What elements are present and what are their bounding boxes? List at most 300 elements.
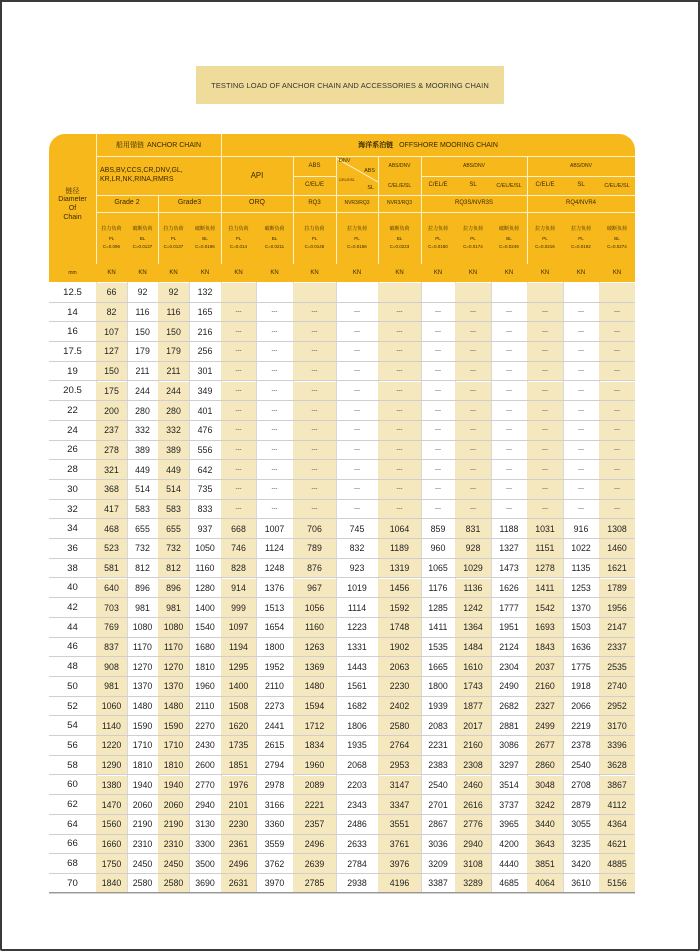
unit-cell: KN [169,270,178,276]
sl-b-header: SL [469,182,477,189]
load-value-cell: 2160 [527,677,563,696]
diameter-cell: 40 [67,582,78,594]
load-value-cell: 2540 [571,760,591,771]
load-value-cell: 1480 [293,677,336,696]
load-value-cell: --- [599,480,635,499]
cel-header: C/EL/E [304,182,324,189]
load-type-cn: 拉力负荷 [570,226,591,233]
unit-cell: KN [234,270,243,276]
load-value-cell: --- [599,421,635,440]
table-row [49,401,635,421]
load-value-cell: 165 [197,307,213,318]
rq3s-header: RQ3S/NVR3S [454,199,493,206]
load-value-cell: --- [527,303,563,322]
load-value-cell: --- [578,348,584,355]
load-value-cell [221,283,256,302]
load-value-cell: 1636 [571,641,591,652]
load-value-cell: 1940 [132,779,153,790]
table-row [49,342,635,362]
load-value-cell: 1682 [347,701,367,712]
cels-c-header: C/EL/E/SL [604,182,630,189]
load-value-cell: 2441 [264,720,285,731]
table-row [49,500,635,520]
load-value-cell: 2496 [293,835,336,854]
load-value-cell: 179 [135,346,150,357]
table-row [49,716,635,736]
load-value-cell: --- [506,446,512,453]
load-value-cell: 449 [158,460,189,479]
load-value-cell: 2310 [132,838,153,849]
load-value-cell: 2860 [527,756,563,775]
diameter-cell: 20.5 [63,385,82,397]
load-type-code: BL [202,235,208,241]
unit-cell: mm [68,270,77,276]
load-value-cell: 1064 [378,519,421,538]
load-value-cell: --- [527,460,563,479]
load-value-cell: 2147 [599,618,635,637]
rq4-header: RQ4/NVR4 [565,199,596,206]
load-value-cell: 3514 [499,779,519,790]
load-value-cell: 280 [158,401,189,420]
load-value-cell: --- [221,362,256,381]
dnv-label: DNV [339,158,351,164]
load-value-cell: 3108 [455,854,491,873]
load-value-cell: --- [354,407,360,414]
load-coefficient: C=0.0274 [607,244,627,250]
load-value-cell: 876 [293,559,336,578]
load-value-cell: --- [435,466,441,473]
load-value-cell: 332 [158,421,189,440]
load-value-cell: --- [271,328,278,335]
load-value-cell: --- [455,362,491,381]
load-value-cell: 1952 [264,661,285,672]
load-value-cell: 4440 [499,858,519,869]
load-value-cell: 2083 [428,720,448,731]
load-value-cell: 3166 [264,799,285,810]
absdnv-b-header: ABS/DNV [463,163,485,170]
table-row [49,657,635,677]
load-value-cell [491,283,527,302]
load-value-cell: 2402 [378,697,421,716]
load-value-cell: 1194 [221,638,256,657]
load-value-cell: 812 [158,559,189,578]
load-value-cell: 1748 [378,618,421,637]
load-value-cell: --- [293,401,336,420]
table-row [49,874,635,894]
load-value-cell: --- [293,421,336,440]
load-value-cell: --- [435,387,441,394]
load-value-cell: 1743 [455,677,491,696]
load-value-cell: 4200 [499,838,519,849]
diameter-cell: 52 [67,700,78,712]
load-value-cell: 3387 [428,878,448,889]
load-value-cell: --- [527,421,563,440]
load-value-cell: 1124 [265,543,284,554]
load-value-cell: 706 [293,519,336,538]
load-value-cell: --- [271,466,278,473]
diameter-cell: 42 [67,602,78,614]
load-value-cell: 1918 [571,681,591,692]
load-value-cell: --- [354,466,360,473]
load-value-cell: 2110 [265,681,284,692]
load-type-cn: 拉力负荷 [304,226,325,233]
load-value-cell: 2310 [158,835,189,854]
load-value-cell: --- [435,427,441,434]
load-type-code: BL [139,235,146,241]
load-value-cell: 1621 [599,559,635,578]
load-value-cell: 1940 [158,776,189,795]
load-value-cell: 1170 [133,641,152,652]
load-value-cell: 2378 [571,740,591,751]
load-value-cell: 640 [96,579,127,598]
load-value-cell: 3440 [527,815,563,834]
load-value-cell: 3965 [499,819,519,830]
load-value-cell: --- [221,500,256,519]
load-descriptor-cell [158,213,189,263]
load-value-cell: --- [455,421,491,440]
load-value-cell: 2160 [455,736,491,755]
load-value-cell: 2017 [455,716,491,735]
anchor-chain-cn: 船用锚链 [115,141,144,149]
load-value-cell: 150 [135,326,150,337]
load-value-cell: --- [293,342,336,361]
load-type-code: PL [354,235,360,241]
load-value-cell: 1592 [378,598,421,617]
load-value-cell: 916 [573,523,589,534]
unit-cell: KN [138,270,147,276]
load-value-cell: --- [578,407,584,414]
load-value-cell: --- [506,348,512,355]
load-value-cell: 116 [158,303,189,322]
load-value-cell: 1480 [158,697,189,716]
load-value-cell: 1810 [132,760,153,771]
load-value-cell: 1460 [599,539,635,558]
load-value-cell: 3851 [527,854,563,873]
load-value-cell: 1370 [158,677,189,696]
load-value-cell: 2784 [347,858,367,869]
load-value-cell: --- [506,309,512,316]
load-value-cell: 1022 [571,543,591,554]
load-value-cell: 967 [293,579,336,598]
load-value-cell: --- [455,382,491,401]
load-value-cell: 908 [96,657,127,676]
load-value-cell: 92 [137,287,148,298]
load-value-cell: 1248 [264,563,285,574]
load-value-cell: 4364 [599,815,635,834]
load-value-cell: --- [378,460,421,479]
load-value-cell: 3559 [264,838,285,849]
load-type-code: BL [506,235,512,241]
table-row [49,677,635,697]
cel-c-header: C/EL/E [535,182,555,189]
load-value-cell [599,283,635,302]
table-row [49,539,635,559]
load-value-cell: --- [378,303,421,322]
load-value-cell: --- [527,362,563,381]
load-value-cell: --- [293,500,336,519]
load-value-cell: 82 [96,303,127,322]
unit-cell: KN [352,270,362,276]
load-value-cell: 1810 [195,661,215,672]
diameter-cell: 12.5 [63,286,82,298]
load-value-cell: --- [435,407,441,414]
diameter-cell: 22 [67,405,78,417]
unit-cell: KN [504,270,514,276]
load-value-cell: 523 [96,539,127,558]
load-value-cell: 2273 [264,701,285,712]
load-value-cell: 107 [96,322,127,341]
load-value-cell: 1331 [347,641,367,652]
load-value-cell: 3235 [571,838,591,849]
load-value-cell: 2219 [571,720,591,731]
load-value-cell: --- [455,342,491,361]
load-descriptor-cell [491,213,527,263]
table-row [49,815,635,835]
load-value-cell: 132 [197,287,213,298]
load-value-cell: 1370 [571,602,591,613]
diameter-header [49,180,96,230]
load-descriptor-cell [563,213,599,263]
load-descriptor-cell [527,213,563,263]
load-value-cell: 1364 [455,618,491,637]
load-type-cn: 拉力负荷 [346,226,367,233]
unit-cell: KN [395,270,404,276]
load-value-cell: 2540 [428,779,448,790]
page-title: TESTING LOAD OF ANCHOR CHAIN AND ACCESSORIES & MOORING CHAIN [196,66,504,104]
load-value-cell: 1308 [599,519,635,538]
load-coefficient: C=0.0196 [195,244,215,250]
load-value-cell: 3610 [571,878,591,889]
load-value-cell: 937 [197,523,213,534]
load-type-cn: 拉力负荷 [101,226,122,233]
load-type-code: BL [271,235,278,241]
load-value-cell: 332 [135,425,150,436]
table-bottom-border [49,892,635,893]
load-value-cell: 735 [197,484,213,495]
load-value-cell: 1007 [264,523,285,534]
table-row [49,441,635,461]
diameter-cell: 34 [67,523,78,535]
load-value-cell: 2496 [221,854,256,873]
load-value-cell: 896 [135,582,150,593]
load-value-cell: 1060 [96,697,127,716]
load-value-cell [563,283,599,302]
load-value-cell: 1513 [264,602,285,613]
load-value-cell: 1280 [195,582,215,593]
nvr3rq3-b-header: NVR3/RQ3 [386,200,412,207]
load-value-cell: --- [527,342,563,361]
load-value-cell: --- [378,500,421,519]
load-value-cell [378,283,421,302]
api-header: API [250,171,264,181]
load-value-cell: 2230 [221,815,256,834]
load-value-cell: --- [527,441,563,460]
load-value-cell: --- [435,486,441,493]
diameter-cell: 70 [67,877,78,889]
load-value-cell: 200 [96,401,127,420]
load-value-cell [293,283,336,302]
load-value-cell: --- [455,322,491,341]
cels-small-label: C/EL/E/SL [339,178,355,182]
load-type-code: PL [542,235,548,241]
diameter-cell: 17.5 [63,345,82,357]
load-value-cell: 3170 [599,716,635,735]
load-type-cn: 破断负荷 [606,226,627,233]
load-value-cell: --- [293,460,336,479]
load-type-code: PL [578,235,584,241]
load-value-cell: --- [354,309,360,316]
load-value-cell: 2068 [347,760,367,771]
load-value-cell: --- [435,446,441,453]
load-value-cell: 1380 [96,776,127,795]
load-value-cell: --- [506,407,512,414]
load-value-cell: --- [354,427,360,434]
load-value-cell: 1029 [455,559,491,578]
load-value-cell: 2616 [455,795,491,814]
load-value-cell: 3297 [499,760,519,771]
load-descriptor-cell [378,213,421,263]
load-value-cell: 583 [135,504,150,515]
load-value-cell: 2770 [195,779,215,790]
load-value-cell: 2383 [428,760,448,771]
load-value-cell: 3737 [499,799,519,810]
load-value-cell: 150 [96,362,127,381]
diameter-cell: 64 [67,818,78,830]
anchor-chain-en: ANCHOR CHAIN [146,141,202,149]
load-value-cell: 468 [96,519,127,538]
load-value-cell: 1019 [347,582,367,593]
load-descriptor-cell [599,213,635,263]
load-value-cell: 1951 [499,622,519,633]
diameter-cell: 48 [67,661,78,673]
load-value-cell: 3420 [571,858,591,869]
load-type-code: PL [235,235,242,241]
load-value-cell: 1056 [293,598,336,617]
table-row [49,421,635,441]
absdnv-a-header: ABS/DNV [388,163,411,170]
load-value-cell: 1976 [221,776,256,795]
load-value-cell: --- [271,309,278,316]
load-value-cell: --- [578,506,584,513]
load-value-cell: --- [599,500,635,519]
load-value-cell: 2203 [347,779,367,790]
load-value-cell: 703 [96,598,127,617]
load-value-cell: 3147 [378,776,421,795]
unit-cell: KN [200,270,210,276]
table-row [49,579,635,599]
load-value-cell: 2490 [499,681,519,692]
load-value-cell: 828 [221,559,256,578]
rq3-header: RQ3 [308,199,321,206]
load-value-cell: --- [354,506,360,513]
load-type-cn: 拉力负荷 [462,226,483,233]
load-value-cell: 3048 [527,776,563,795]
table-row [49,756,635,776]
load-value-cell: 859 [430,523,446,534]
load-value-cell: 1561 [347,681,367,692]
load-descriptor-cell [127,213,158,263]
load-value-cell: 1590 [132,720,153,731]
load-type-cn: 破断负荷 [264,226,285,233]
load-value-cell: 2580 [378,716,421,735]
load-value-cell: --- [527,500,563,519]
load-type-code: PL [470,235,476,241]
load-value-cell: --- [378,441,421,460]
load-value-cell: 3360 [264,819,285,830]
load-value-cell: 1065 [428,563,448,574]
table-row [49,303,635,323]
load-value-cell: 2089 [293,776,336,795]
load-value-cell: 1626 [499,582,519,593]
load-value-cell: --- [578,387,584,394]
load-value-cell: 1710 [158,736,189,755]
load-value-cell: 914 [221,579,256,598]
load-value-cell: --- [271,387,278,394]
load-value-cell: --- [578,368,584,375]
load-type-cn: 拉力负荷 [427,226,448,233]
load-value-cell: 812 [135,563,150,574]
load-value-cell: 2785 [293,874,336,893]
load-value-cell: 1188 [499,523,519,534]
load-value-cell: 3761 [378,835,421,854]
diameter-cell: 58 [67,759,78,771]
load-value-cell: 1680 [195,641,215,652]
load-value-cell: 1220 [96,736,127,755]
diameter-cell: 54 [67,720,78,732]
load-value-cell: 1097 [221,618,256,637]
load-value-cell: 1800 [428,681,448,692]
load-value-cell: 1877 [455,697,491,716]
load-value-cell: 1253 [571,582,591,593]
load-coefficient: C=0.0223 [389,244,410,250]
load-coefficient: C=0.0148 [304,244,325,250]
load-value-cell: 1750 [96,854,127,873]
grade3-header: Grade3 [177,199,202,207]
load-type-cn: 拉力负荷 [534,226,555,233]
load-value-cell: 2221 [293,795,336,814]
load-value-cell: 3970 [264,878,285,889]
anchor-societies: ABS,BV,CCS,CR,DNV,GL, KR,LR,NK,RINA,RMRS [100,167,183,183]
load-type-cn: 破断负荷 [498,226,519,233]
load-type-cn: 拉力负荷 [228,226,249,233]
unit-cell: KN [576,270,586,276]
load-value-cell: 1160 [293,618,336,637]
load-value-cell: 1160 [195,563,215,574]
load-value-cell [336,283,378,302]
load-value-cell: --- [578,446,584,453]
load-value-cell: 127 [96,342,127,361]
load-value-cell: 1594 [293,697,336,716]
load-type-code: PL [311,235,318,241]
load-value-cell: 1400 [195,602,215,613]
load-value-cell: 256 [197,346,213,357]
load-value-cell: 732 [135,543,150,554]
load-value-cell: --- [293,480,336,499]
diameter-cell: 68 [67,858,78,870]
load-value-cell: 1693 [527,618,563,637]
load-value-cell: 2231 [428,740,448,751]
diameter-cell: 44 [67,621,78,633]
load-value-cell: 3551 [378,815,421,834]
load-value-cell: 1610 [455,657,491,676]
load-value-cell: 2450 [132,858,153,869]
load-value-cell: --- [293,382,336,401]
load-value-cell: 3289 [455,874,491,893]
load-value-cell: 1369 [293,657,336,676]
cel-b-header: C/EL/E [428,182,448,189]
load-value-cell: 368 [96,480,127,499]
load-value-cell: 2460 [455,776,491,795]
